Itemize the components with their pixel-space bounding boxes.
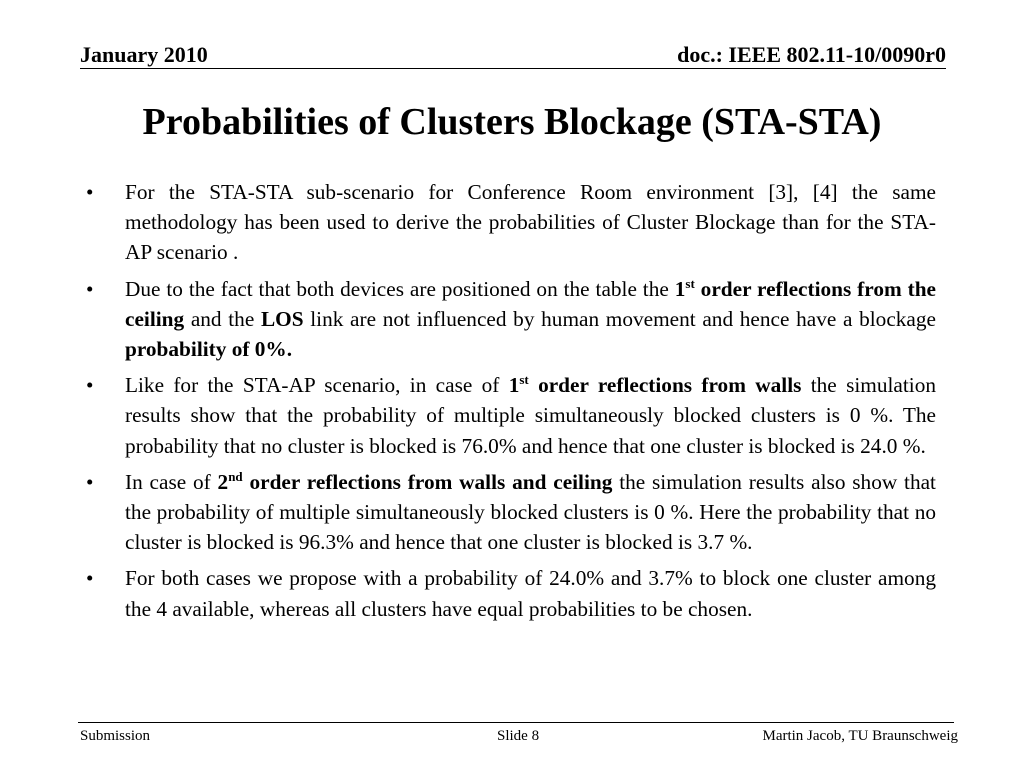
bullet-marker: • — [86, 373, 94, 398]
bullet-text: and the — [184, 306, 261, 331]
bullet-marker: • — [86, 566, 94, 591]
bold-text: order reflections from walls and ceiling — [242, 469, 613, 494]
footer-rule — [78, 722, 954, 723]
bullet-item — [84, 177, 936, 268]
header-date: January 2010 — [80, 42, 208, 67]
bullet-item — [84, 467, 936, 558]
header-rule — [80, 68, 946, 69]
slide-title: Probabilities of Clusters Blockage (STA-STA) — [142, 101, 882, 143]
superscript: st — [685, 275, 695, 291]
footer-slide-number: Slide 8 — [497, 728, 540, 744]
bullet-list — [84, 177, 936, 630]
bullet-text: link are not influenced by human movement and hence have a blockage — [303, 306, 936, 331]
footer-author: Martin Jacob, TU Braunschweig — [762, 728, 958, 744]
bullet-text: In case of — [125, 469, 218, 494]
bullet-item — [84, 563, 936, 623]
bullet-text: the simulation results also show that the probability of multiple simultaneously blocked clusters is 0 %. Here the probability that no cluster is blocked is 96.3% and hence that one cluster is blocked is 3.7 %. — [125, 469, 936, 555]
bullet-item — [84, 274, 936, 365]
bold-text: 2 — [217, 469, 229, 494]
bold-text: order reflections from walls — [528, 373, 802, 398]
bullet-marker: • — [86, 180, 94, 204]
bullet-text: the simulation results show that the probability of multiple simultaneously blocked clusters is 0 %. The probability that no cluster is blocked is 76.0% and hence that one cluster is blocked is 24.0 %. — [125, 373, 936, 458]
bullet-marker: • — [86, 276, 94, 301]
bullet-text: Like for the STA-AP scenario, in case of — [125, 373, 509, 398]
bold-text: 1 — [674, 276, 686, 301]
footer-submission: Submission — [80, 728, 151, 744]
bold-text: probability of 0%. — [125, 337, 293, 362]
bullet-marker: • — [86, 469, 94, 494]
bold-text: 1 — [508, 373, 520, 398]
bold-text: LOS — [260, 306, 304, 331]
bullet-text: For both cases we propose with a probability of 24.0% and 3.7% to block one cluster among the 4 available, whereas all clusters have equal probabilities to be chosen. — [125, 566, 936, 621]
superscript: st — [519, 372, 529, 388]
bullet-text: For the STA-STA sub-scenario for Conference Room environment [3], [4] the same methodology has been used to derive the probabilities of Cluster Blockage than for the STA-AP scenario . — [125, 180, 936, 265]
superscript: nd — [228, 468, 243, 484]
bullet-item — [84, 370, 936, 461]
bullet-text: Due to the fact that both devices are positioned on the table the — [125, 276, 675, 301]
bold-text: order reflections from the ceiling — [125, 276, 936, 331]
header-doc-id: doc.: IEEE 802.11-10/0090r0 — [677, 42, 946, 67]
